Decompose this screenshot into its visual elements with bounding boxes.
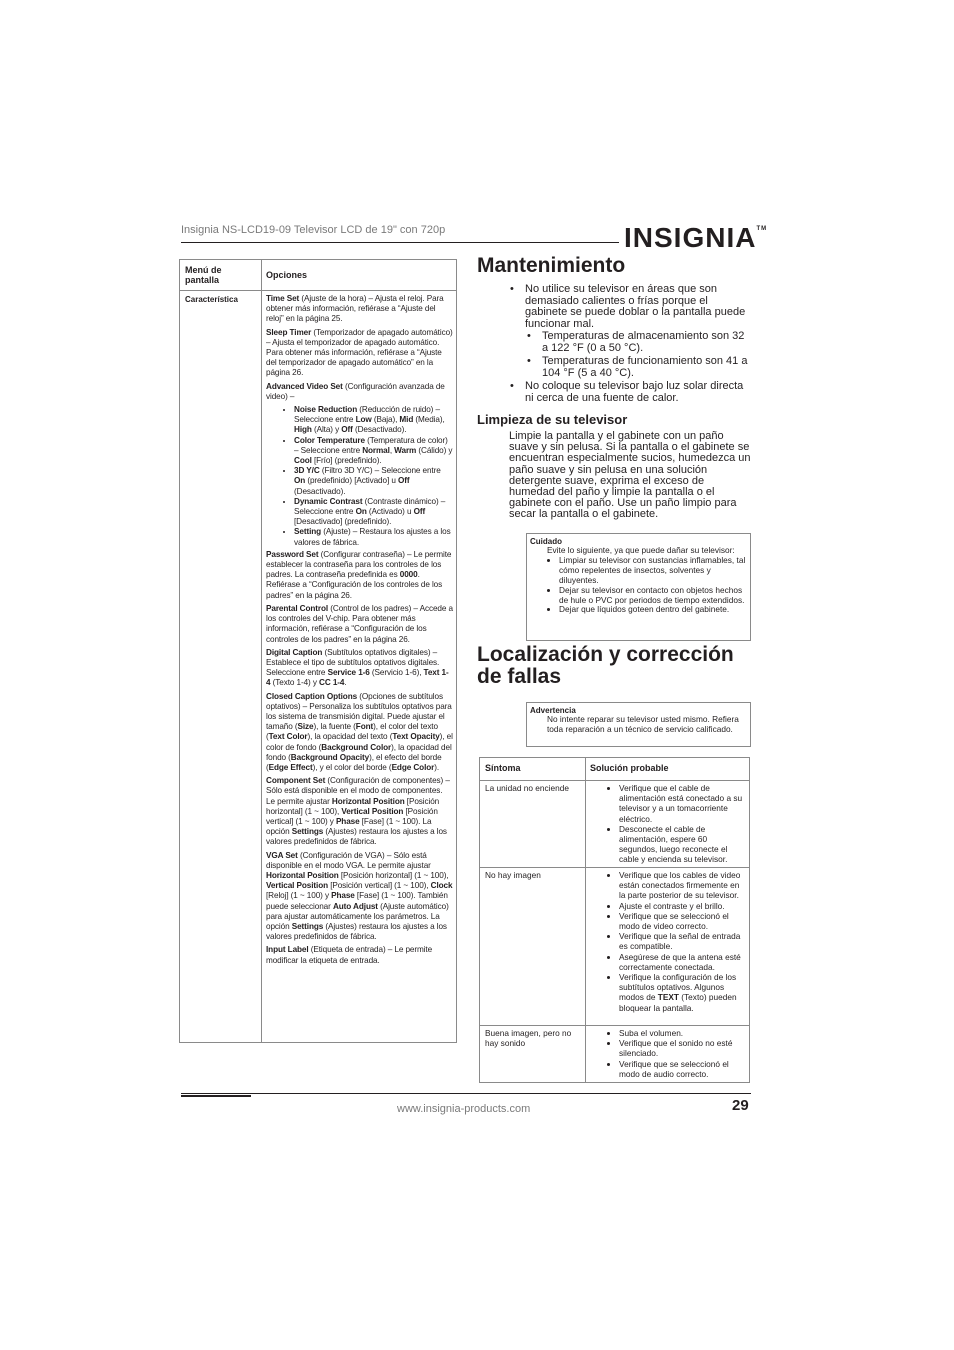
table-row-divider xyxy=(480,1025,749,1026)
maintenance-bullet-2: • No coloque su televisor bajo luz solar directa ni cerca de una fuente de calor. xyxy=(510,380,744,404)
solution-item: • Ajuste el contraste y el brillo. xyxy=(619,901,746,911)
header-rule xyxy=(181,242,619,243)
insignia-logo xyxy=(624,222,767,254)
caution-item: • Dejar que líquidos goteen dentro del gabinete. xyxy=(559,605,747,615)
footer-rule-accent xyxy=(181,1095,251,1097)
solution-item: • Asegúrese de que la antena esté correctamente conectada. xyxy=(619,952,746,972)
table-row-solutions xyxy=(588,783,746,865)
caution-box xyxy=(526,533,751,641)
footer-url: www.insignia-products.com xyxy=(397,1103,531,1115)
col-header-menu: Menú de pantalla xyxy=(185,265,222,285)
bullet-text: Temperaturas de funcionamiento son 41 a 104 °F (5 a 40 °C). xyxy=(542,355,748,379)
bullet-text: No coloque su televisor bajo luz solar directa ni cerca de una fuente de calor. xyxy=(525,380,744,404)
caution-item: • Dejar su televisor en contacto con objetos hechos de hule o PVC por periodos de tiempo extendidos. xyxy=(559,586,747,606)
table-column-divider xyxy=(585,758,586,1082)
col-header-options: Opciones xyxy=(266,270,308,280)
table-row-solutions xyxy=(588,870,746,1013)
maintenance-title: Mantenimiento xyxy=(477,254,626,277)
warning-title: Advertencia xyxy=(530,706,576,715)
row-label-caracteristica: Característica xyxy=(185,295,238,304)
table-row-divider xyxy=(480,780,749,781)
maintenance-sub-bullet-1: • Temperaturas de almacenamiento son 32 a 122 °F (0 a 50 °C). xyxy=(527,330,745,354)
title-line-1: Localización y corrección xyxy=(477,643,734,666)
table-column-divider xyxy=(261,260,262,1042)
title-line-2: de fallas xyxy=(477,665,562,688)
table-row-symptom: La unidad no enciende xyxy=(485,783,569,793)
cleaning-title: Limpieza de su televisor xyxy=(477,412,628,427)
table-row-solutions xyxy=(588,1028,746,1079)
solution-item: • Verifique que se seleccionó el modo de video correcto. xyxy=(619,911,746,931)
page-number: 29 xyxy=(732,1097,749,1114)
caution-intro: Evite lo siguiente, ya que puede dañar su televisor: xyxy=(547,545,735,555)
table-row-symptom: No hay imagen xyxy=(485,870,541,880)
warning-box xyxy=(526,702,751,747)
caution-list xyxy=(547,556,747,615)
solution-item: • Desconecte el cable de alimentación, espere 60 segundos, luego reconecte el cable y encienda su televisor. xyxy=(619,824,746,865)
logo-trademark: TM xyxy=(756,226,768,232)
troubleshooting-title xyxy=(477,644,734,688)
caution-item: • Limpiar su televisor con sustancias inflamables, tal cómo repelentes de insectos, solventes y diluyentes. xyxy=(559,556,747,586)
maintenance-sub-bullet-2: • Temperaturas de funcionamiento son 41 a 104 °F (5 a 40 °C). xyxy=(527,355,748,379)
troubleshooting-table xyxy=(479,757,750,1083)
warning-text: No intente reparar su televisor usted mismo. Refiera toda reparación a un técnico de servicio calificado. xyxy=(547,714,739,734)
maintenance-bullet-1: • No utilice su televisor en áreas que son demasiado calientes o frías porque el gabinete se puede doblar o la pantalla puede funcionar mal. xyxy=(510,283,746,330)
caution-body xyxy=(547,546,747,615)
footer-rule xyxy=(181,1093,751,1094)
table-row-symptom: Buena imagen, pero no hay sonido xyxy=(485,1028,572,1048)
bullet-text: Temperaturas de almacenamiento son 32 a 122 °F (0 a 50 °C). xyxy=(542,330,745,354)
bullet-text: No utilice su televisor en áreas que son demasiado calientes o frías porque el gabinete se puede doblar o la pantalla puede funcionar mal. xyxy=(525,283,746,330)
solution-item: • Verifique que los cables de video están conectados firmemente en la parte posterior de su televisor. xyxy=(619,870,746,901)
options-description: Time Set (Ajuste de la hora) – Ajusta el reloj. Para obtener más información, refiérase a “Ajuste del reloj” en la página 25. Sleep Timer (Temporizador de apagado automático) – Ajusta el temporizador de apagado automático. Para obtener más información, refiérase a “Ajuste del temporizador de apagado automático” en la página 26. Advanced Video Set (Configuración avanzada de video) – • Noise Reduction (Reducción de ruido) – Seleccione entre Low (Baja), Mid (Media), High (Alta) y Off (Desactivado). • Color Temperature (Temperatura de color) – Seleccione entre Normal, Warm (Cálido) y Cool [Frío] (predefinido). • 3D Y/C (Filtro 3D Y/C) – Seleccione entre On (predefinido) [Activado] u Off (Desactivado). • Dynamic Contrast (Contraste dinámico) – Seleccione entre On (Activado) u Off [Desactivado] (predefinido). • Setting (Ajuste) – Restaura los ajustes a los valores de fábrica. Password Set (Configurar contraseña) – Le permite establecer la contraseña para los controles de los padres. La contraseña predefinida es 0000. Refiérase a “Configuración de los controles de los padres” en la página 26. Parental Control (Control de los padres) – Accede a los controles del V-chip. Para obtener más información, refiérase a “Configuración de los controles de los padres” en la página 26. Digital Caption (Subtítulos optativos digitales) – Establece el tipo de subtítulos optativos digitales. Seleccione entre Service 1-6 (Servicio 1-6), Text 1-4 (Texto 1-4) y CC 1-4. Closed Caption Options (Opciones de subtítulos optativos) – Personaliza los subtítulos optativos para los sistema de transmisión digital. Puede ajustar el tamaño (Size), la fuente (Font), el color del texto (Text Color), la opacidad del texto (Text Opacity), el color de fondo (Background Color), la opacidad del fondo (Background Opacity), el efecto del borde (Edge Effect), y el color del borde (Edge Color). Component Set (Configuración de componentes) – Sólo está disponible en el modo de componentes. Le permite ajustar Horizontal Position [Posición horizontal] (1 ~ 100), Vertical Position [Posición vertical] (1 ~ 100) y Phase [Fase] (1 ~ 100). La opción Settings (Ajustes) restaura los ajustes a los valores predefinidos de fábrica. VGA Set (Configuración de VGA) – Sólo está disponible en el modo VGA. Le permite ajustar Horizontal Position [Posición horizontal] (1 ~ 100), Vertical Position [Posición vertical] (1 ~ 100), Clock [Reloj] (1 ~ 100) y Phase [Fase] (1 ~ 100). También puede seleccionar Auto Adjust (Ajuste automático) para ajustar automáticamente los parámetros. La opción Settings (Ajustes) restaura los ajustes a los valores predefinidos de fábrica. Input Label (Etiqueta de entrada) – Le permite modificar la etiqueta de entrada. xyxy=(266,294,453,969)
col-header-symptom: Síntoma xyxy=(485,763,521,773)
col-header-solution: Solución probable xyxy=(590,763,669,773)
logo-text: INSIGNIA xyxy=(624,222,757,253)
caution-title: Cuidado xyxy=(530,537,562,546)
table-row-divider xyxy=(480,867,749,868)
solution-item: • Verifique que el sonido no esté silenciado. xyxy=(619,1038,746,1058)
solution-item: • Suba el volumen. xyxy=(619,1028,746,1038)
solution-item: • Verifique la configuración de los subtítulos optativos. Algunos modos de TEXT (Texto) pueden bloquear la pantalla. xyxy=(619,972,746,1013)
solution-item: • Verifique que se seleccionó el modo de audio correcto. xyxy=(619,1059,746,1079)
solution-item: • Verifique que la señal de entrada es compatible. xyxy=(619,931,746,951)
cleaning-text: Limpie la pantalla y el gabinete con un paño suave y sin pelusa. Si la pantalla o el gabinete se encuentran especialmente sucios, humedezca un paño suave y sin pelusa en una solución detergente suave, exprima el exceso de humedad del paño y limpie la pantalla o el gabinete con el paño. Use un paño limpio para secar la pantalla o el gabinete. xyxy=(509,430,751,521)
menu-options-table xyxy=(179,259,457,1043)
solution-item: • Verifique que el cable de alimentación está conectado a su televisor y a un tomacorriente eléctrico. xyxy=(619,783,746,824)
document-title: Insignia NS-LCD19-09 Televisor LCD de 19" con 720p xyxy=(181,224,446,236)
